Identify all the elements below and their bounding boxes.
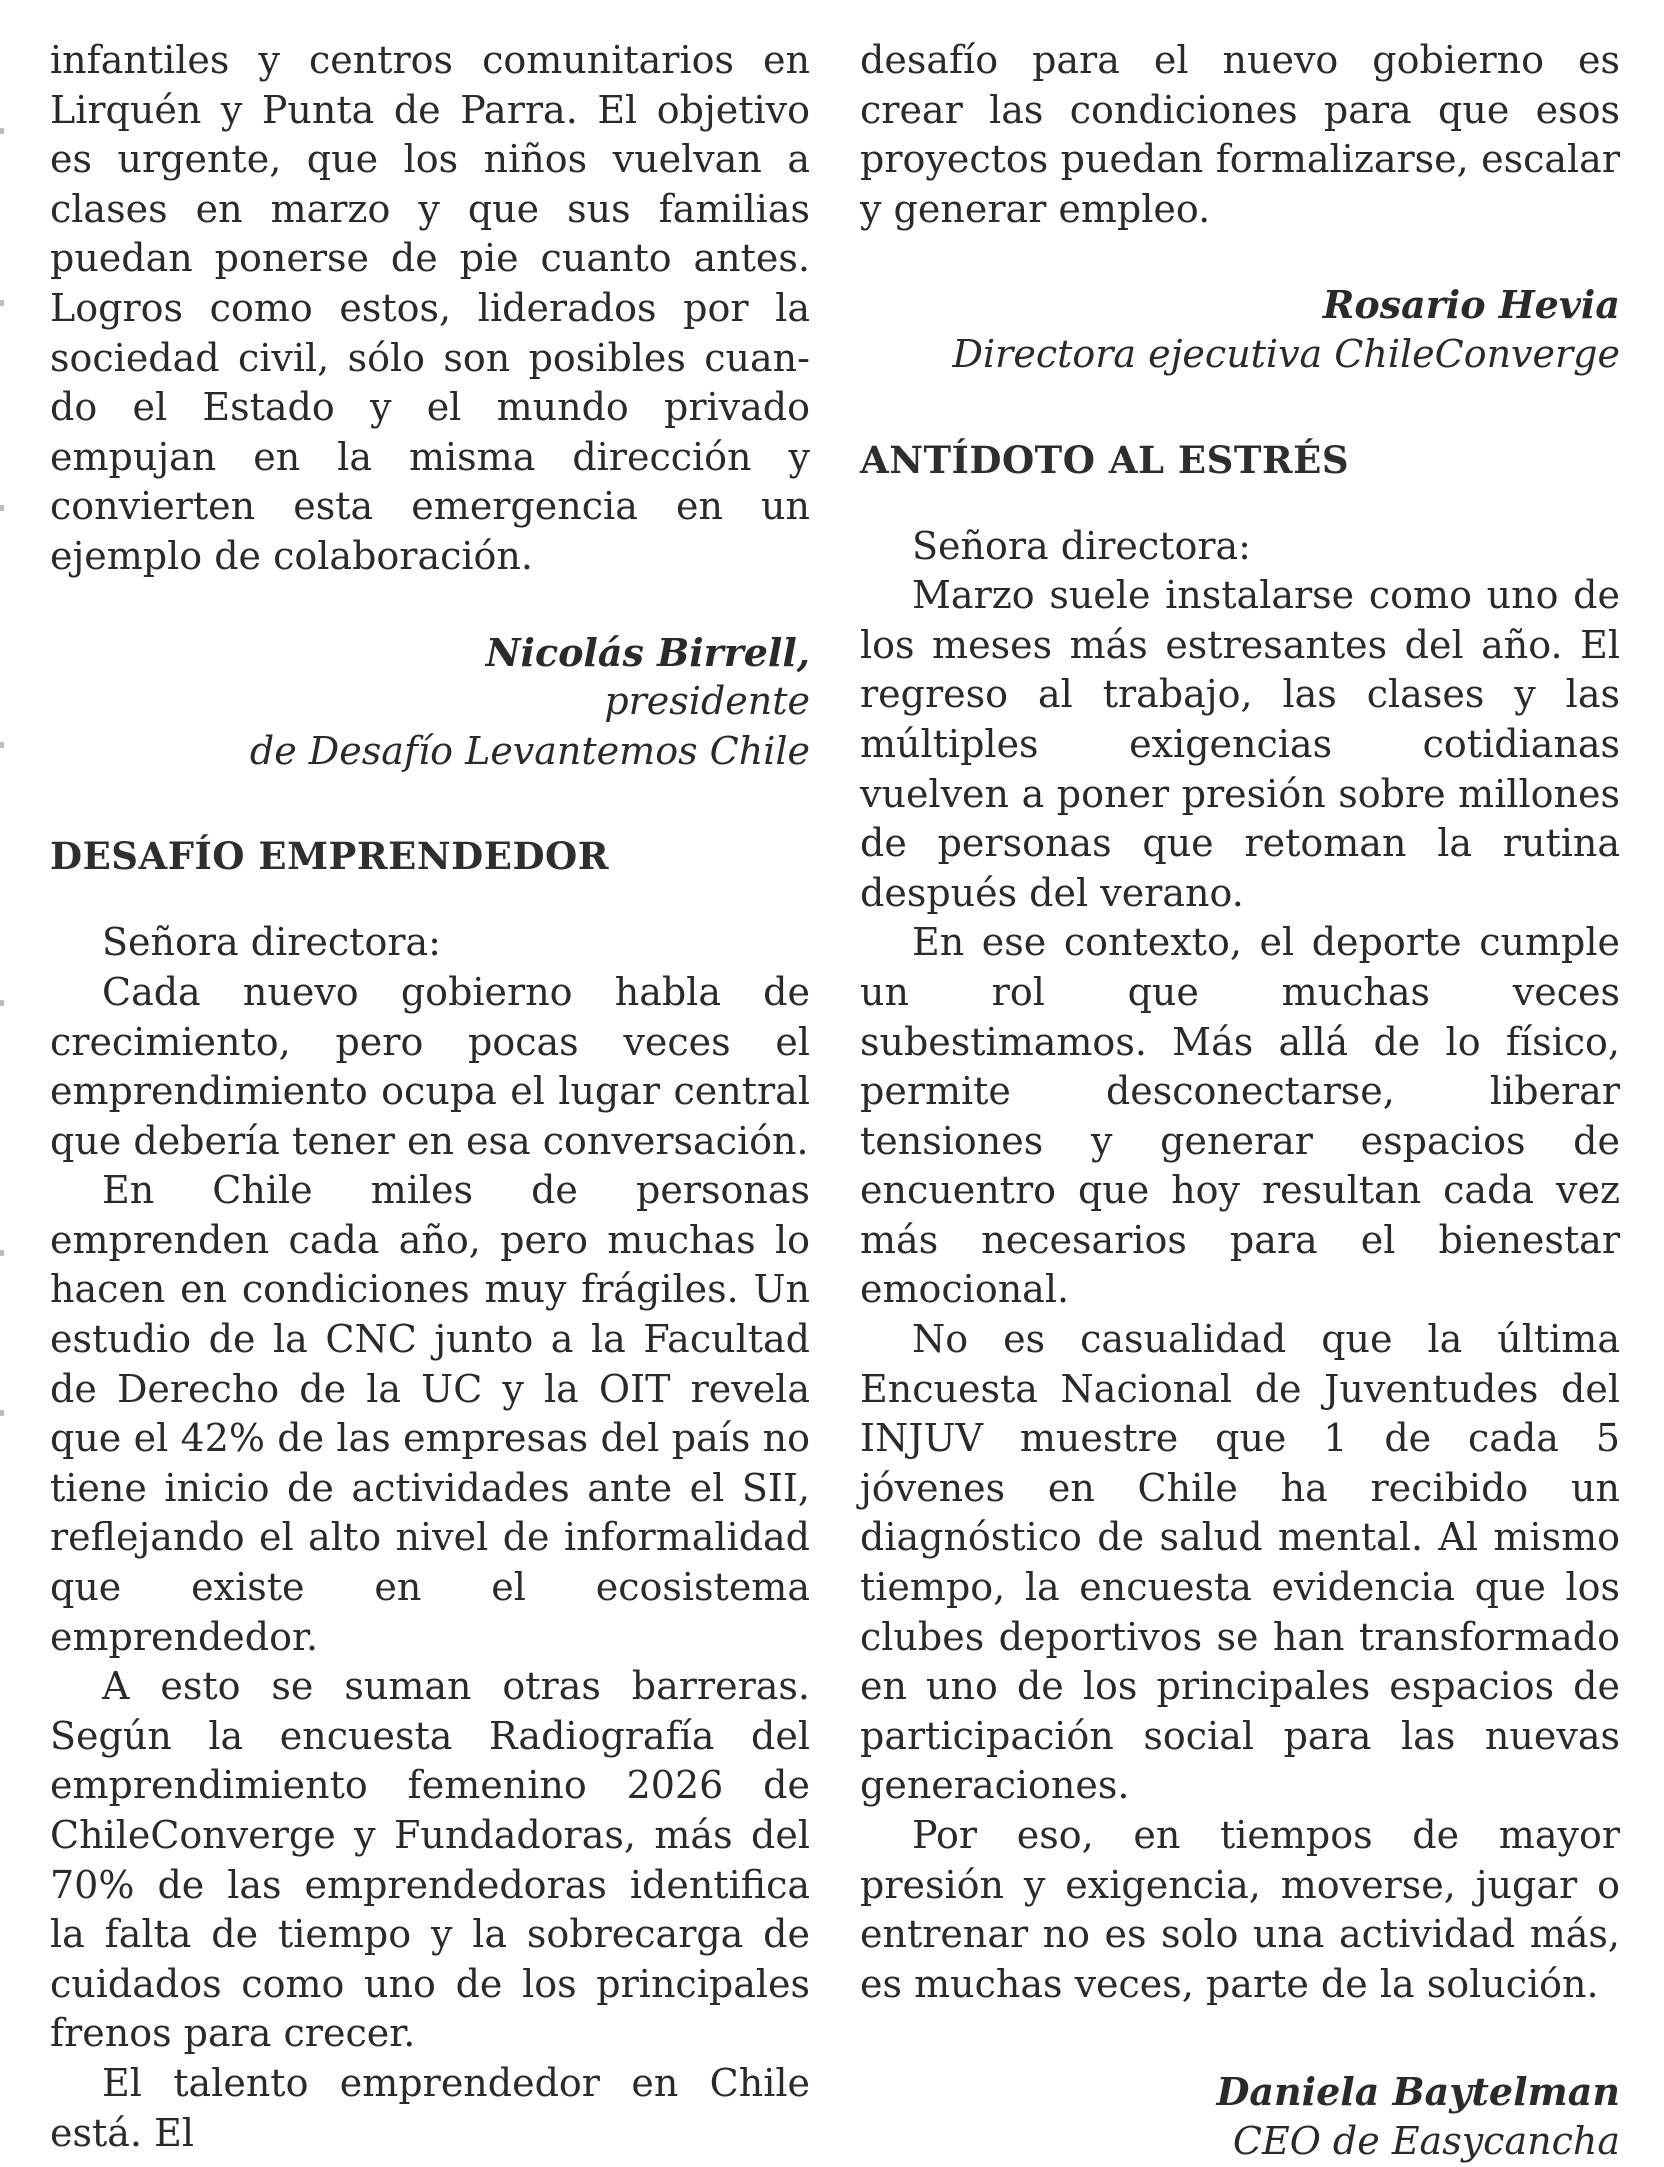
edge-mark [0, 1000, 4, 1006]
signature-role: CEO de Easycancha [1232, 2118, 1620, 2163]
letter-heading: ANTÍDOTO AL ESTRÉS [860, 437, 1350, 482]
signature-role: presidente [604, 679, 810, 724]
signature-hevia [860, 280, 1620, 379]
signature-name: Daniela Baytelman [1216, 2069, 1620, 2115]
edge-mark [0, 300, 4, 306]
continuation-paragraph: infantiles y centros comunitarios en Lirquén y Punta de Parra. El objetivo es urgente, que los niños vuelvan a clases en marzo y que sus familias puedan ponerse de pie cuanto antes. Logros como estos, liderados por la sociedad civil, sólo son posibles cuando el Estado y el mundo privado empujan en la misma dirección y convierten esta emergencia en un ejemplo de colaboración. [50, 38, 810, 578]
signature-birrell [50, 628, 810, 777]
edge-mark [0, 1250, 4, 1256]
salutation: Señora directora: [102, 920, 441, 965]
letter-paragraph: Marzo suele instalarse como uno de los meses más estresantes del año. El regreso al trabajo, las clases y las múltiples exigencias cotidianas vuelven a poner presión sobre millones de personas que retoman la rutina después del verano. [860, 573, 1620, 915]
salutation: Señora directora: [912, 523, 1251, 568]
letter-heading: DESAFÍO EMPRENDEDOR [50, 834, 610, 879]
left-column [50, 36, 810, 2158]
signature-role: de Desafío Levantemos Chile [249, 728, 810, 773]
signature-name: Nicolás Birrell, [485, 629, 810, 675]
letter-paragraph: Cada nuevo gobierno habla de crecimiento, pero pocas veces el emprendimiento ocupa el lugar central que debería tener en esa conversación. [50, 969, 810, 1163]
signature-baytelman [860, 2067, 1620, 2166]
signature-role: Directora ejecutiva ChileConverge [952, 331, 1620, 376]
letter-paragraph: A esto se suman otras barreras. Según la encuesta Radiografía del emprendimiento femenino 2026 de ChileConverge y Fundadoras, más del 70% de las emprendedoras identifica la falta de tiempo y la sobrecarga de cuidados como uno de los principales frenos para crecer. [50, 1664, 810, 2056]
edge-mark [0, 505, 4, 511]
continuation-paragraph: desafío para el nuevo gobierno es crear las condiciones para que esos proyectos puedan formalizarse, escalar y generar empleo. [860, 38, 1620, 231]
letter-paragraph: No es casualidad que la última Encuesta Nacional de Juventudes del INJUV muestre que 1 de cada 5 jóvenes en Chile ha recibido un diagnóstico de salud mental. Al mismo tiempo, la encuesta evidencia que los clubes deportivos se han transformado en uno de los principales espacios de participación social para las nuevas generaciones. [860, 1317, 1620, 1808]
edge-mark [0, 1410, 4, 1416]
right-column [860, 36, 1620, 2167]
letter-paragraph: Por eso, en tiempos de mayor presión y exigencia, moverse, jugar o entrenar no es solo una actividad más, es muchas veces, parte de la solución. [860, 1813, 1620, 2006]
letter-paragraph: El talento emprendedor en Chile está. El [50, 2060, 810, 2155]
signature-name: Rosario Hevia [1322, 282, 1620, 328]
edge-mark [0, 742, 4, 748]
letter-paragraph: En ese contexto, el deporte cumple un rol que muchas veces subestimamos. Más allá de lo físico, permite desconectarse, liberar tensiones y generar espacios de encuentro que hoy resultan cada vez más necesarios para el bienestar emocional. [860, 920, 1620, 1312]
edge-mark [0, 128, 4, 134]
letter-paragraph: En Chile miles de personas emprenden cada año, pero muchas lo hacen en condiciones muy frágiles. Un estudio de la CNC junto a la Facultad de Derecho de la UC y la OIT revela que el 42% de las empresas del país no tiene inicio de actividades ante el SII, reflejando el alto nivel de informalidad que existe en el ecosistema emprendedor. [50, 1168, 810, 1659]
